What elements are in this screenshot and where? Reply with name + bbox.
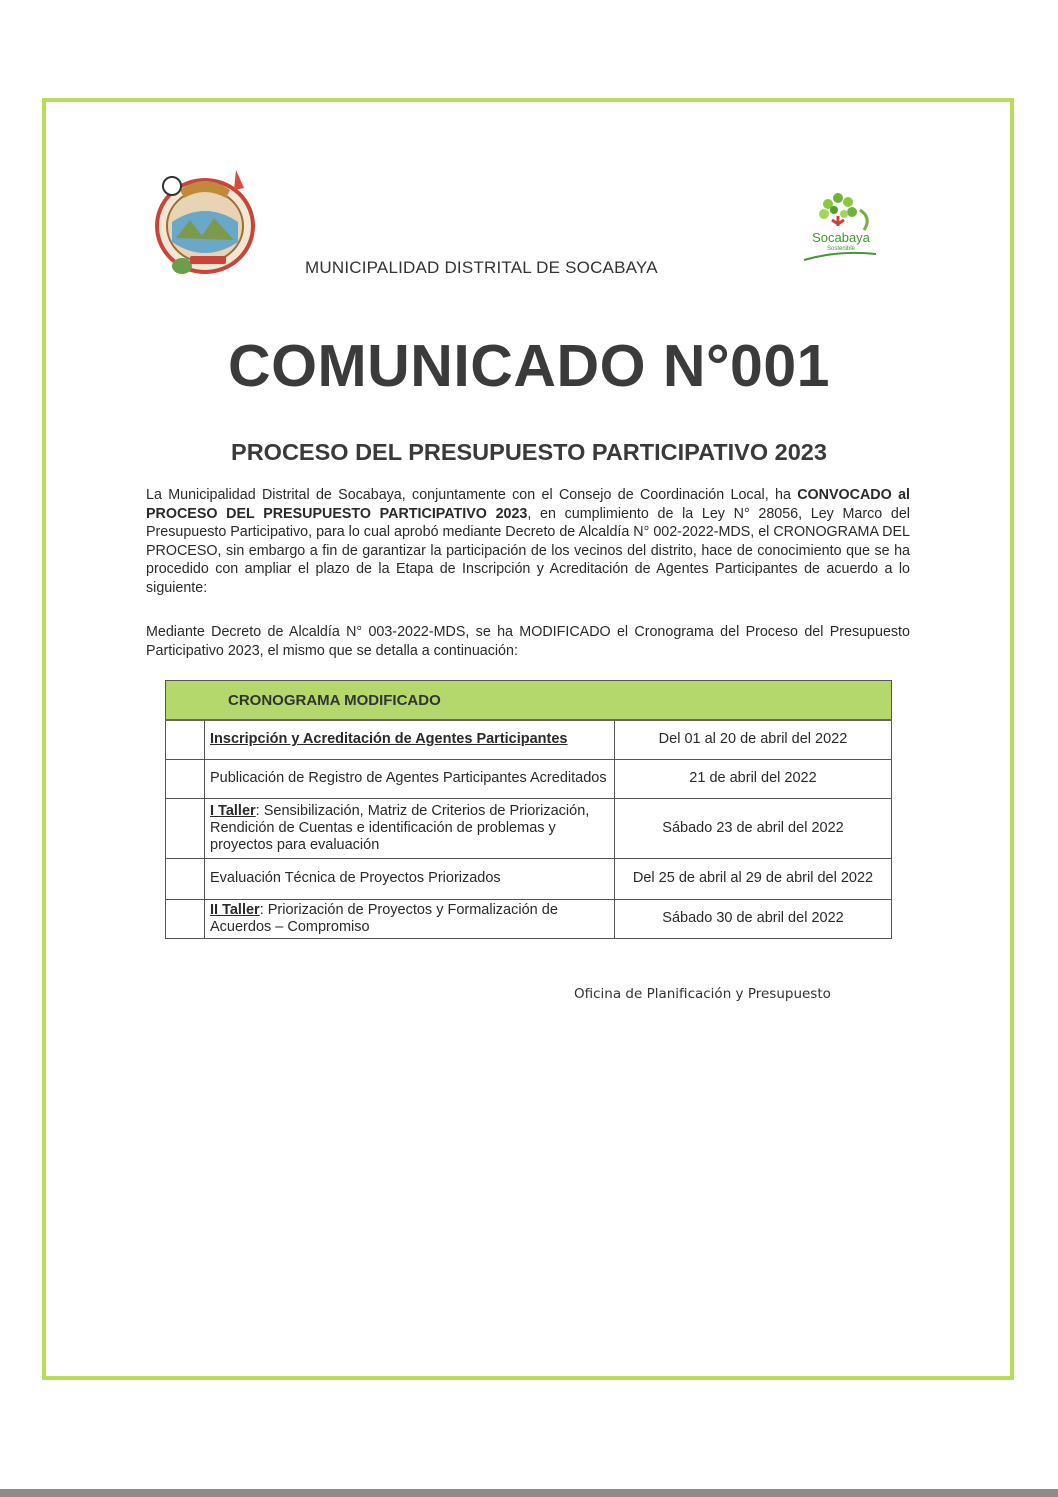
activity-text: Publicación de Registro de Agentes Participantes Acreditados — [210, 770, 607, 786]
brand-subtitle: Sostenible — [826, 246, 856, 252]
row-marker-cell — [166, 899, 205, 938]
brand-name: Socabaya — [812, 230, 870, 245]
municipality-name: MUNICIPALIDAD DISTRITAL DE SOCABAYA — [305, 258, 658, 277]
activity-title: II Taller — [210, 901, 260, 918]
table-row — [166, 798, 892, 858]
activity-cell — [205, 858, 615, 899]
row-marker-cell — [166, 798, 205, 858]
document-title: COMUNICADO N°001 — [227, 333, 830, 399]
schedule-header: CRONOGRAMA MODIFICADO — [166, 681, 892, 721]
date-cell: Sábado 23 de abril del 2022 — [615, 798, 892, 858]
table-row — [166, 858, 892, 899]
activity-title: I Taller — [210, 802, 256, 819]
signoff-office: Oficina de Planificación y Presupuesto — [574, 986, 831, 1002]
intro-text-1: La Municipalidad Distrital de Socabaya, conjuntamente con el Consejo de Coordinación Local, ha — [146, 487, 798, 503]
document-subtitle: PROCESO DEL PRESUPUESTO PARTICIPATIVO 2023 — [231, 439, 827, 465]
scan-edge — [0, 1489, 1058, 1497]
table-row — [166, 899, 892, 938]
date-cell: 21 de abril del 2022 — [615, 759, 892, 798]
activity-cell — [205, 798, 615, 858]
schedule-header-row — [166, 681, 892, 721]
decree-paragraph: Mediante Decreto de Alcaldía N° 003-2022-MDS, se ha MODIFICADO el Cronograma del Proceso del Presupuesto Participativo 2023, el mismo que se detalla a continuación: — [146, 624, 910, 659]
activity-cell — [205, 720, 615, 759]
activity-text: : Priorización de Proyectos y Formalización de Acuerdos – Compromiso — [210, 901, 558, 935]
brand-tree-icon — [798, 188, 884, 266]
intro-bold-text: CONVOCADO al PROCESO DEL PRESUPUESTO PARTICIPATIVO 2023 — [146, 487, 910, 522]
schedule-table — [165, 680, 892, 939]
activity-title: Inscripción y Acreditación de Agentes Participantes — [210, 731, 568, 748]
coat-of-arms-icon — [150, 160, 260, 280]
activity-cell — [205, 899, 615, 938]
row-marker-cell — [166, 720, 205, 759]
date-cell: Sábado 30 de abril del 2022 — [615, 899, 892, 938]
date-cell: Del 25 de abril al 29 de abril del 2022 — [615, 858, 892, 899]
table-row — [166, 720, 892, 759]
activity-text: : Sensibilización, Matriz de Criterios de Priorización, Rendición de Cuentas e identificación de problemas y proyectos para evaluación — [210, 802, 590, 853]
row-marker-cell — [166, 858, 205, 899]
intro-paragraph — [146, 486, 910, 597]
intro-text-2: , en cumplimiento de la Ley N° 28056, Ley Marco del Presupuesto Participativo, para lo cual aprobó mediante Decreto de Alcaldía N° 002-2022-MDS, el CRONOGRAMA DEL PROCESO, sin embargo a fin de garantizar la participación de los vecinos del distrito, hace de conocimiento que se ha procedido con ampliar el plazo de la Etapa de Inscripción y Acreditación de Agentes Participantes de acuerdo a lo siguiente: — [146, 505, 910, 596]
table-row — [166, 759, 892, 798]
activity-text: Evaluación Técnica de Proyectos Priorizados — [210, 870, 501, 886]
activity-cell — [205, 759, 615, 798]
row-marker-cell — [166, 759, 205, 798]
date-cell: Del 01 al 20 de abril del 2022 — [615, 720, 892, 759]
